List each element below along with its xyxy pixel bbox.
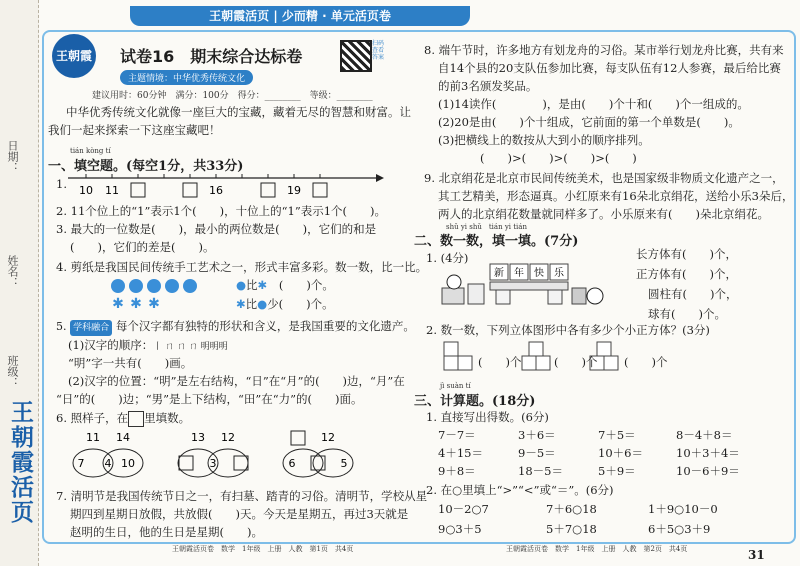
calc-item: 10－6＋9＝ [676,464,740,478]
q8-part-2: (2)20是由( )个十组成，它前面的第一个单数是( )。 [438,115,740,129]
q4-text: 4. 剪纸是我国民间传统手工艺术之一，形式丰富多彩。数一数，比一比。 [56,260,428,274]
flower-cut-icon [183,279,197,293]
calc-item: 5＋9＝ [598,464,636,478]
s3q1-text: 1. 直接写出得数。(6分) [426,410,549,424]
q5-position-2: “日”的( )边；“男”是上下结构，“田”在“力”的( )面。 [56,392,363,406]
class-label: 班级： [6,355,19,388]
svg-text:5: 5 [340,457,348,470]
intro-line-1: 中华优秀传统文化就像一座巨大的宝藏，藏着无尽的智慧和财富。让 [66,105,411,119]
svg-text:4: 4 [104,457,112,470]
flower-cut-icon [165,279,179,293]
svg-text:快: 快 [534,268,544,279]
calc-item: 10＋3＋4＝ [676,446,740,460]
tick-label-10: 10 [79,184,93,197]
svg-text:新: 新 [494,268,504,279]
footer-right: 王朝霞活页卷 数学 1年级 上册 人教 第2页 共4页 [506,545,688,553]
q5-strokes: “明”字一共有( )画。 [68,356,193,370]
sec1-pinyin: tián kòng tí [70,147,111,155]
q9-line-1: 9. 北京绢花是北京市民间传统美术，也是国家级非物质文化遗产之一， [424,171,784,185]
flower-cut-icon [111,279,125,293]
q7-line-2: 期四到星期日放假，共放假( )天。今天是星期五，再过3天就是 [70,507,409,521]
calc-item: 9＋8＝ [438,464,476,478]
q8-order-blanks: ( )>( )>( )>( ) [480,151,637,165]
q8-line-3: 的前3名颁发奖品。 [438,79,538,93]
q8-part-3: (3)把横线上的数按从大到小的顺序排列。 [438,133,650,147]
answer-box[interactable] [313,183,327,197]
sec3-pinyin: jì suàn tí [440,382,471,390]
cylinder-shape [548,290,562,304]
compare-item: 10－2○7 [438,502,489,516]
svg-text:12: 12 [221,431,235,444]
qr-caption: 扫码查看答案 [372,40,385,61]
calc-item: 7－7＝ [438,428,476,442]
cylinder-shape [468,284,484,304]
s2q2-text: 2. 数一数，下列立体图形中各有多少个小正方体？(3分) [426,323,710,337]
svg-text:11: 11 [86,431,100,444]
brand-vertical: 王朝霞活页 [7,400,33,525]
cube-block [529,342,543,356]
q7-line-1: 7. 清明节是我国传统节日之一，有扫墓、踏青的习俗。清明节，学校从星 [56,489,428,503]
page-title: 试卷16 期末综合达标卷 [120,47,303,66]
svg-text:12: 12 [321,431,335,444]
cube-count: 正方体有( )个， [636,267,737,281]
cube-block [536,356,550,370]
compare-item: 6＋5○3＋9 [648,522,711,536]
solid-shapes-illustration [438,262,608,310]
compare-row-1: ●比✱ ( )个。 [236,278,334,292]
cube-block [522,356,536,370]
q2-text: 2. 11个位上的“1”表示1个( )，十位上的“1”表示1个( )。 [56,204,386,218]
tick-label-19: 19 [287,184,301,197]
q9-line-3: 两人的北京绢花数量就同样多了。小乐原来有( )朵北京绢花。 [438,207,769,221]
cuboid-count: 长方体有( )个， [636,247,737,261]
exam-meta: 建议用时：60分钟 满分：100分 得分：________ 等级：________ [92,91,373,101]
s2q1-number: 1. (4分) [426,251,469,265]
snowflake-cut-icon: ✱ [112,296,124,312]
compare-item: 9○3＋5 [438,522,482,536]
cube-block [597,342,611,356]
answer-box[interactable] [261,183,275,197]
q7-line-3: 赵明的生日，他的生日是星期( )。 [70,525,263,539]
q9-line-2: 其工艺精美，形态逼真。小红原来有16朵北京绢花，送给小乐3朵后， [438,189,794,203]
compare-circle[interactable]: ○ [572,522,583,536]
cube-block [604,356,618,370]
q8-line-2: 自14个县的20支队伍参加比赛，每支队伍有12人参赛，最后给比赛 [438,61,781,75]
ball-count: 球有( )个。 [648,307,726,321]
section-1-title: 一、填空题。(每空1分，共33分) [48,159,244,174]
cuboid-shape [490,282,568,290]
subject-tag: 学科融合 [70,320,112,336]
q3-line-2: ( )，它们的差是( )。 [70,240,215,254]
calc-item: 8－4＋8＝ [676,428,733,442]
number-line [66,172,386,198]
footer-left: 王朝霞活页卷 数学 1年级 上册 人教 第1页 共4页 [172,545,354,553]
compare-row-2: ✱比●少( )个。 [236,297,334,311]
answer-box[interactable] [234,456,248,470]
section-3-title: 三、计算题。(18分) [414,394,536,409]
compare-circle[interactable]: ○ [674,502,685,516]
calc-item: 4＋15＝ [438,446,483,460]
calc-item: 3＋6＝ [518,428,556,442]
svg-text:3: 3 [209,457,217,470]
compare-item: 7＋6○18 [546,502,597,516]
tick-label-11: 11 [105,184,119,197]
name-label: 姓名： [6,255,19,288]
compare-circle[interactable]: ○ [445,522,456,536]
calc-item: 18－5＝ [518,464,563,478]
flower-cut-icon: ● [236,278,247,292]
snowflake-cut-icon: ✱ [236,297,246,311]
flower-cut-icon: ● [257,297,268,311]
q3-line-1: 3. 最大的一位数是( )，最小的两位数是( )，它们的和是 [56,222,377,236]
snowflake-cut-icon: ✱ [257,278,268,292]
tick-label-16: 16 [209,184,223,197]
flower-cut-icon [129,279,143,293]
intro-line-2: 我们一起来探索一下这座宝藏吧！ [48,123,221,137]
q5-position-1: (2)汉字的位置：“明”是左右结构，“日”在“月”的( )边，“月”在 [68,374,405,388]
q1-number: 1. [56,177,67,191]
svg-text:10: 10 [121,457,135,470]
compare-item: 1＋9○10－0 [648,502,718,516]
sec2-pinyin: shǔ yi shǔ tián yi tián [446,223,527,231]
stack-2-blank: ( )个 [554,355,598,369]
date-label: 日期： [6,140,19,173]
s3q2-text: 2. 在○里填上“>”“<”或“＝”。(6分) [426,483,614,497]
header-bar: 王朝霞活页 | 少而精 · 单元活页卷 [130,6,470,26]
venn-diagrams [66,430,386,484]
answer-box[interactable] [183,183,197,197]
svg-text:7: 7 [77,457,85,470]
ball-icon [587,288,603,304]
cube-block [444,356,458,370]
cylinder-count: 圆柱有( )个， [648,287,738,301]
calc-item: 10＋6＝ [598,446,643,460]
cuboid-shape [572,288,586,304]
compare-circle[interactable]: ○ [471,502,482,516]
answer-box[interactable] [131,183,145,197]
svg-text:6: 6 [288,457,296,470]
snowflake-cut-icon: ✱ [130,296,142,312]
cube-block [444,342,458,356]
qr-code-icon[interactable] [340,40,372,72]
binding-strip [0,0,39,566]
number-line-ticks [86,174,320,178]
answer-box [128,411,144,427]
q6-text: 6. 照样子，在 里填数。 [56,411,191,425]
svg-text:年: 年 [514,268,524,279]
theme-badge: 主题情境：中华优秀传统文化 [120,70,253,85]
page-number: 31 [748,548,765,562]
cylinder-shape [496,290,510,304]
compare-circle[interactable]: ○ [572,502,583,516]
brand-logo: 王朝霞 [52,34,96,78]
cuboid-shape [442,288,464,304]
calc-item: 7＋5＝ [598,428,636,442]
flower-cut-icon [147,279,161,293]
answer-box[interactable] [291,431,305,445]
compare-circle[interactable]: ○ [674,522,685,536]
snowflake-cut-icon: ✱ [148,296,160,312]
q8-part-1: (1)14读作( )，是由( )个十和( )个一组成的。 [438,97,749,111]
stack-3-blank: ( )个 [624,355,668,369]
paper-cut-group [110,278,220,312]
svg-text:14: 14 [116,431,130,444]
q5-intro: 5. 学科融合 每个汉字都有独特的形状和含义，是我国重要的文化遗产。 [56,318,415,336]
svg-text:13: 13 [191,431,205,444]
svg-text:乐: 乐 [554,268,564,279]
compare-item: 5＋7○18 [546,522,597,536]
section-2-title: 二、数一数，填一填。(7分) [414,234,579,249]
q8-line-1: 8. 端午节时，许多地方有划龙舟的习俗。某市举行划龙舟比赛，共有来 [424,43,784,57]
calc-item: 9－5＝ [518,446,556,460]
q5-order: (1)汉字的顺序：丨 ㄇ ㄇ ㄇ 明明明 [68,338,228,352]
answer-box[interactable] [179,456,193,470]
stack-1-blank: ( )个 [478,355,522,369]
ball-icon [447,275,461,289]
cube-block [458,356,472,370]
